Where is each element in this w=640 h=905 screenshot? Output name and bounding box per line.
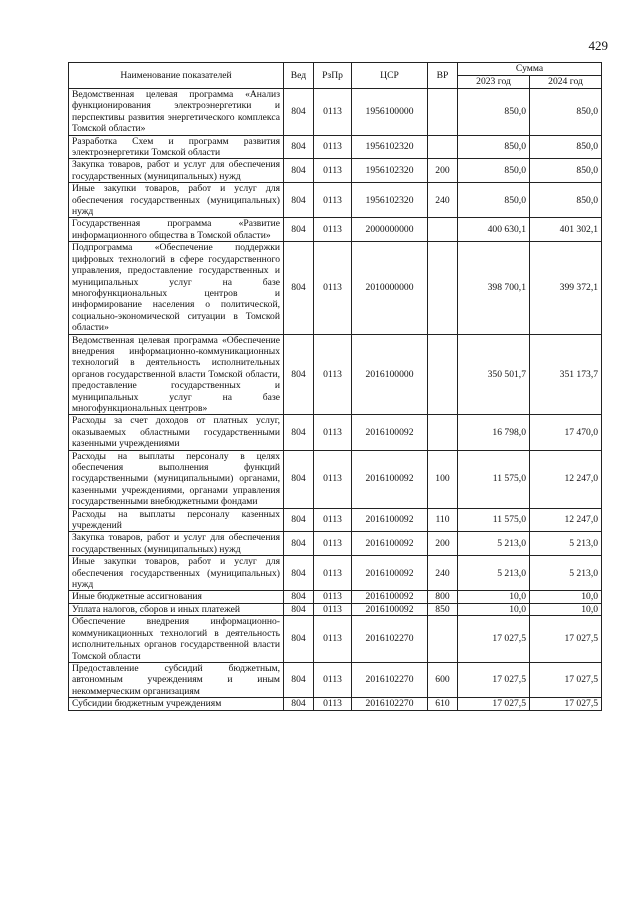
- header-year-2024: 2024 год: [530, 76, 602, 89]
- table-row: [69, 662, 602, 697]
- cell-2023: 398 700,1: [458, 242, 530, 334]
- cell-vr: 600: [428, 662, 458, 697]
- cell-csr: 2016100092: [352, 591, 428, 603]
- table-row: [69, 603, 602, 615]
- header-csr: ЦСР: [352, 63, 428, 89]
- header-year-2023: 2023 год: [458, 76, 530, 89]
- table-row: [69, 616, 602, 663]
- cell-2023: 400 630,1: [458, 218, 530, 242]
- cell-rzpr: 0113: [314, 218, 352, 242]
- cell-name: Закупка товаров, работ и услуг для обеспечения государственных (муниципальных) нужд: [69, 159, 284, 183]
- cell-2024: 351 173,7: [530, 334, 602, 415]
- cell-rzpr: 0113: [314, 591, 352, 603]
- cell-csr: 1956102320: [352, 183, 428, 218]
- cell-rzpr: 0113: [314, 334, 352, 415]
- cell-ved: 804: [284, 591, 314, 603]
- cell-csr: 2016100092: [352, 556, 428, 591]
- table-row: [69, 698, 602, 710]
- cell-2024: 401 302,1: [530, 218, 602, 242]
- cell-ved: 804: [284, 508, 314, 532]
- cell-ved: 804: [284, 616, 314, 663]
- header-rzpr: РзПр: [314, 63, 352, 89]
- table-row: [69, 532, 602, 556]
- cell-name: Расходы на выплаты персоналу казенных учреждений: [69, 508, 284, 532]
- cell-name: Иные закупки товаров, работ и услуг для обеспечения государственных (муниципальных) нужд: [69, 556, 284, 591]
- table-row: [69, 556, 602, 591]
- header-ved: Вед: [284, 63, 314, 89]
- table-row: [69, 508, 602, 532]
- cell-vr: [428, 242, 458, 334]
- cell-ved: 804: [284, 532, 314, 556]
- cell-2024: 12 247,0: [530, 450, 602, 508]
- cell-2024: 850,0: [530, 89, 602, 136]
- cell-2023: 11 575,0: [458, 450, 530, 508]
- cell-2023: 16 798,0: [458, 415, 530, 450]
- cell-2023: 5 213,0: [458, 556, 530, 591]
- cell-2024: 17 027,5: [530, 698, 602, 710]
- table-row: [69, 89, 602, 136]
- cell-name: Подпрограмма «Обеспечение поддержки цифровых технологий в сфере государственного управления, предоставление государственных и муниципальных услуг на базе многофункциональных центров и информирование населения о политической, социально-экономической ситуации в Томской области»: [69, 242, 284, 334]
- cell-rzpr: 0113: [314, 662, 352, 697]
- cell-name: Иные бюджетные ассигнования: [69, 591, 284, 603]
- cell-2024: 850,0: [530, 159, 602, 183]
- cell-vr: [428, 135, 458, 159]
- cell-ved: 804: [284, 242, 314, 334]
- cell-vr: 200: [428, 532, 458, 556]
- cell-2024: 399 372,1: [530, 242, 602, 334]
- cell-ved: 804: [284, 183, 314, 218]
- cell-ved: 804: [284, 334, 314, 415]
- cell-2024: 12 247,0: [530, 508, 602, 532]
- header-vr: ВР: [428, 63, 458, 89]
- header-sum: Сумма: [458, 63, 602, 76]
- cell-ved: 804: [284, 135, 314, 159]
- cell-name: Расходы за счет доходов от платных услуг, оказываемых областными государственными казенными учреждениями: [69, 415, 284, 450]
- cell-2023: 10,0: [458, 591, 530, 603]
- cell-2024: 17 027,5: [530, 616, 602, 663]
- table-row: [69, 450, 602, 508]
- cell-name: Расходы на выплаты персоналу в целях обеспечения выполнения функций государственными (муниципальными) органами, казенными учреждениями, органами управления государственными внебюджетными фондами: [69, 450, 284, 508]
- cell-name: Предоставление субсидий бюджетным, автономным учреждениям и иным некоммерческим организациям: [69, 662, 284, 697]
- cell-name: Ведомственная целевая программа «Анализ функционирования электроэнергетики и перспективы развития энергетического комплекса Томской области»: [69, 89, 284, 136]
- cell-2024: 10,0: [530, 591, 602, 603]
- table-header: [69, 63, 602, 89]
- cell-csr: 2016102270: [352, 616, 428, 663]
- cell-2023: 10,0: [458, 603, 530, 615]
- cell-csr: 2016102270: [352, 662, 428, 697]
- cell-csr: 2000000000: [352, 218, 428, 242]
- cell-name: Уплата налогов, сборов и иных платежей: [69, 603, 284, 615]
- cell-ved: 804: [284, 662, 314, 697]
- cell-rzpr: 0113: [314, 698, 352, 710]
- cell-2023: 850,0: [458, 89, 530, 136]
- cell-2023: 17 027,5: [458, 662, 530, 697]
- cell-vr: [428, 616, 458, 663]
- cell-2024: 5 213,0: [530, 556, 602, 591]
- cell-rzpr: 0113: [314, 556, 352, 591]
- cell-csr: 1956102320: [352, 159, 428, 183]
- cell-rzpr: 0113: [314, 135, 352, 159]
- table-row: [69, 415, 602, 450]
- cell-csr: 2016100092: [352, 603, 428, 615]
- cell-ved: 804: [284, 159, 314, 183]
- cell-csr: 2016100092: [352, 508, 428, 532]
- cell-vr: [428, 334, 458, 415]
- cell-vr: 610: [428, 698, 458, 710]
- cell-rzpr: 0113: [314, 508, 352, 532]
- cell-name: Иные закупки товаров, работ и услуг для обеспечения государственных (муниципальных) нужд: [69, 183, 284, 218]
- cell-name: Разработка Схем и программ развития электроэнергетики Томской области: [69, 135, 284, 159]
- cell-2023: 850,0: [458, 183, 530, 218]
- table-row: [69, 218, 602, 242]
- cell-2023: 17 027,5: [458, 616, 530, 663]
- cell-vr: 240: [428, 183, 458, 218]
- cell-vr: 800: [428, 591, 458, 603]
- table-row: [69, 591, 602, 603]
- cell-2024: 850,0: [530, 135, 602, 159]
- cell-csr: 2010000000: [352, 242, 428, 334]
- cell-rzpr: 0113: [314, 89, 352, 136]
- cell-2023: 11 575,0: [458, 508, 530, 532]
- cell-rzpr: 0113: [314, 532, 352, 556]
- table-row: [69, 183, 602, 218]
- table-row: [69, 135, 602, 159]
- cell-2024: 17 470,0: [530, 415, 602, 450]
- cell-rzpr: 0113: [314, 415, 352, 450]
- cell-2023: 850,0: [458, 135, 530, 159]
- cell-2023: 17 027,5: [458, 698, 530, 710]
- cell-2023: 5 213,0: [458, 532, 530, 556]
- page-number: 429: [588, 38, 608, 53]
- cell-rzpr: 0113: [314, 183, 352, 218]
- cell-csr: 1956102320: [352, 135, 428, 159]
- cell-ved: 804: [284, 698, 314, 710]
- cell-2023: 350 501,7: [458, 334, 530, 415]
- cell-ved: 804: [284, 556, 314, 591]
- cell-name: Государственная программа «Развитие информационного общества в Томской области»: [69, 218, 284, 242]
- budget-table: [68, 62, 602, 711]
- cell-ved: 804: [284, 89, 314, 136]
- cell-rzpr: 0113: [314, 616, 352, 663]
- table-row: [69, 334, 602, 415]
- cell-name: Субсидии бюджетным учреждениям: [69, 698, 284, 710]
- cell-rzpr: 0113: [314, 242, 352, 334]
- header-name: Наименование показателей: [69, 63, 284, 89]
- cell-ved: 804: [284, 218, 314, 242]
- cell-rzpr: 0113: [314, 450, 352, 508]
- cell-csr: 1956100000: [352, 89, 428, 136]
- table-row: [69, 242, 602, 334]
- cell-2023: 850,0: [458, 159, 530, 183]
- cell-2024: 850,0: [530, 183, 602, 218]
- cell-vr: [428, 218, 458, 242]
- cell-vr: [428, 89, 458, 136]
- cell-csr: 2016100092: [352, 450, 428, 508]
- cell-ved: 804: [284, 415, 314, 450]
- cell-ved: 804: [284, 603, 314, 615]
- cell-2024: 10,0: [530, 603, 602, 615]
- cell-csr: 2016100000: [352, 334, 428, 415]
- cell-name: Ведомственная целевая программа «Обеспечение внедрения информационно-коммуникационных технологий в деятельность исполнительных органов государственной власти Томской области, предоставление государственных и муниципальных услуг на базе многофункциональных центров»: [69, 334, 284, 415]
- cell-csr: 2016102270: [352, 698, 428, 710]
- table-body: [69, 89, 602, 711]
- cell-name: Закупка товаров, работ и услуг для обеспечения государственных (муниципальных) нужд: [69, 532, 284, 556]
- table-row: [69, 159, 602, 183]
- cell-vr: 100: [428, 450, 458, 508]
- cell-vr: 850: [428, 603, 458, 615]
- cell-vr: 110: [428, 508, 458, 532]
- cell-2024: 5 213,0: [530, 532, 602, 556]
- cell-rzpr: 0113: [314, 603, 352, 615]
- cell-csr: 2016100092: [352, 415, 428, 450]
- cell-vr: [428, 415, 458, 450]
- cell-vr: 240: [428, 556, 458, 591]
- cell-name: Обеспечение внедрения информационно-коммуникационных технологий в деятельность исполнительных органов государственной власти Томской области: [69, 616, 284, 663]
- cell-2024: 17 027,5: [530, 662, 602, 697]
- cell-vr: 200: [428, 159, 458, 183]
- cell-csr: 2016100092: [352, 532, 428, 556]
- cell-ved: 804: [284, 450, 314, 508]
- cell-rzpr: 0113: [314, 159, 352, 183]
